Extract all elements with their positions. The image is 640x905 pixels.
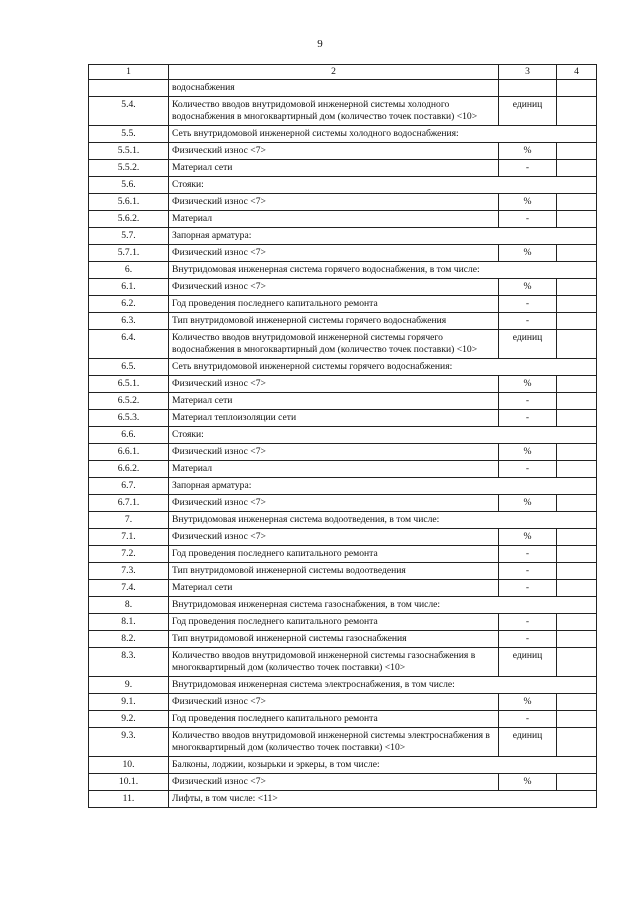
row-description: Физический износ <7> xyxy=(169,245,499,262)
header-col-1: 1 xyxy=(89,65,169,80)
row-value xyxy=(557,194,597,211)
row-unit: - xyxy=(499,393,557,410)
row-unit xyxy=(499,80,557,97)
row-description: Количество вводов внутридомовой инженерной системы горячего водоснабжения в многоквартирный дом (количество точек поставки) <10> xyxy=(169,330,499,359)
row-number: 6.6.2. xyxy=(89,461,169,478)
row-number: 8.2. xyxy=(89,631,169,648)
row-description: Физический износ <7> xyxy=(169,279,499,296)
table-row xyxy=(89,279,597,296)
table-row xyxy=(89,393,597,410)
row-number: 9.1. xyxy=(89,694,169,711)
row-description: Материал теплоизоляции сети xyxy=(169,410,499,427)
row-value xyxy=(557,410,597,427)
row-unit: - xyxy=(499,580,557,597)
row-unit: % xyxy=(499,694,557,711)
table-row xyxy=(89,160,597,177)
row-number: 8.1. xyxy=(89,614,169,631)
row-unit: - xyxy=(499,631,557,648)
row-value xyxy=(557,694,597,711)
table-row xyxy=(89,461,597,478)
row-unit: - xyxy=(499,614,557,631)
row-value xyxy=(557,80,597,97)
row-number: 6.5.1. xyxy=(89,376,169,393)
row-unit: - xyxy=(499,211,557,228)
row-value xyxy=(557,711,597,728)
row-value xyxy=(557,648,597,677)
row-description: Сеть внутридомовой инженерной системы холодного водоснабжения: xyxy=(169,126,597,143)
row-unit: - xyxy=(499,461,557,478)
row-description: Материал сети xyxy=(169,393,499,410)
row-unit: % xyxy=(499,774,557,791)
row-value xyxy=(557,580,597,597)
row-number: 5.5. xyxy=(89,126,169,143)
header-col-3: 3 xyxy=(499,65,557,80)
row-description: Внутридомовая инженерная система газоснабжения, в том числе: xyxy=(169,597,597,614)
row-number: 8. xyxy=(89,597,169,614)
row-value xyxy=(557,444,597,461)
row-unit: - xyxy=(499,711,557,728)
row-unit: - xyxy=(499,410,557,427)
section-row xyxy=(89,677,597,694)
table-row xyxy=(89,376,597,393)
row-value xyxy=(557,495,597,512)
row-value xyxy=(557,563,597,580)
row-unit: единиц xyxy=(499,728,557,757)
row-number: 10. xyxy=(89,757,169,774)
row-description: Запорная арматура: xyxy=(169,228,597,245)
table-row xyxy=(89,444,597,461)
section-row xyxy=(89,478,597,495)
row-unit: % xyxy=(499,376,557,393)
row-unit: % xyxy=(499,495,557,512)
table-row xyxy=(89,211,597,228)
row-description: Внутридомовая инженерная система водоотведения, в том числе: xyxy=(169,512,597,529)
row-value xyxy=(557,728,597,757)
row-number: 7.2. xyxy=(89,546,169,563)
row-number: 9.2. xyxy=(89,711,169,728)
row-value xyxy=(557,393,597,410)
row-description: Количество вводов внутридомовой инженерной системы газоснабжения в многоквартирный дом (количество точек поставки) <10> xyxy=(169,648,499,677)
table-row xyxy=(89,80,597,97)
row-value xyxy=(557,376,597,393)
table-row xyxy=(89,580,597,597)
table-row xyxy=(89,563,597,580)
row-description: Тип внутридомовой инженерной системы газоснабжения xyxy=(169,631,499,648)
row-description: Сеть внутридомовой инженерной системы горячего водоснабжения: xyxy=(169,359,597,376)
table-row xyxy=(89,694,597,711)
table-row xyxy=(89,313,597,330)
row-unit: - xyxy=(499,563,557,580)
section-row xyxy=(89,228,597,245)
section-row xyxy=(89,126,597,143)
row-description: Физический износ <7> xyxy=(169,495,499,512)
row-value xyxy=(557,330,597,359)
row-description: Запорная арматура: xyxy=(169,478,597,495)
row-number: 7.3. xyxy=(89,563,169,580)
row-number: 8.3. xyxy=(89,648,169,677)
row-number: 10.1. xyxy=(89,774,169,791)
row-number: 7. xyxy=(89,512,169,529)
table-row xyxy=(89,648,597,677)
table-row xyxy=(89,529,597,546)
row-value xyxy=(557,245,597,262)
row-description: Физический износ <7> xyxy=(169,774,499,791)
row-number: 5.7.1. xyxy=(89,245,169,262)
row-description: Внутридомовая инженерная система электроснабжения, в том числе: xyxy=(169,677,597,694)
row-number: 6.5.2. xyxy=(89,393,169,410)
row-description: Физический износ <7> xyxy=(169,694,499,711)
row-number: 6.5. xyxy=(89,359,169,376)
row-value xyxy=(557,461,597,478)
row-value xyxy=(557,279,597,296)
section-row xyxy=(89,597,597,614)
row-number: 11. xyxy=(89,791,169,808)
row-number: 6.2. xyxy=(89,296,169,313)
row-description: Тип внутридомовой инженерной системы горячего водоснабжения xyxy=(169,313,499,330)
table-row xyxy=(89,410,597,427)
row-description: Год проведения последнего капитального ремонта xyxy=(169,296,499,313)
row-number: 6.1. xyxy=(89,279,169,296)
row-value xyxy=(557,97,597,126)
section-row xyxy=(89,791,597,808)
row-description: Физический износ <7> xyxy=(169,444,499,461)
document-table xyxy=(88,64,597,808)
row-description: Стояки: xyxy=(169,427,597,444)
row-description: Материал xyxy=(169,461,499,478)
row-number: 6.4. xyxy=(89,330,169,359)
row-description: водоснабжения xyxy=(169,80,499,97)
row-unit: % xyxy=(499,444,557,461)
row-number: 6.5.3. xyxy=(89,410,169,427)
table-row xyxy=(89,330,597,359)
row-description: Лифты, в том числе: <11> xyxy=(169,791,597,808)
section-row xyxy=(89,177,597,194)
table-row xyxy=(89,774,597,791)
table-body xyxy=(89,80,597,808)
table-row xyxy=(89,495,597,512)
row-unit: % xyxy=(499,143,557,160)
table-row xyxy=(89,97,597,126)
table-row xyxy=(89,614,597,631)
section-row xyxy=(89,262,597,279)
row-description: Балконы, лоджии, козырьки и эркеры, в том числе: xyxy=(169,757,597,774)
row-number: 7.1. xyxy=(89,529,169,546)
row-unit: - xyxy=(499,296,557,313)
section-row xyxy=(89,757,597,774)
row-value xyxy=(557,774,597,791)
row-value xyxy=(557,211,597,228)
table-row xyxy=(89,296,597,313)
row-number: 5.6.2. xyxy=(89,211,169,228)
row-description: Год проведения последнего капитального ремонта xyxy=(169,546,499,563)
row-value xyxy=(557,313,597,330)
row-number: 5.7. xyxy=(89,228,169,245)
row-description: Количество вводов внутридомовой инженерной системы холодного водоснабжения в многоквартирный дом (количество точек поставки) <10> xyxy=(169,97,499,126)
row-description: Физический износ <7> xyxy=(169,529,499,546)
row-number: 5.4. xyxy=(89,97,169,126)
header-col-2: 2 xyxy=(169,65,499,80)
row-number: 6.3. xyxy=(89,313,169,330)
row-unit: - xyxy=(499,313,557,330)
row-number: 5.5.2. xyxy=(89,160,169,177)
page-number: 9 xyxy=(317,38,323,50)
row-number: 6.7. xyxy=(89,478,169,495)
row-unit: - xyxy=(499,546,557,563)
row-description: Внутридомовая инженерная система горячего водоснабжения, в том числе: xyxy=(169,262,597,279)
row-number: 5.6. xyxy=(89,177,169,194)
row-unit: % xyxy=(499,245,557,262)
row-description: Физический износ <7> xyxy=(169,194,499,211)
section-row xyxy=(89,427,597,444)
row-number xyxy=(89,80,169,97)
row-number: 6. xyxy=(89,262,169,279)
row-number: 6.6. xyxy=(89,427,169,444)
row-number: 6.7.1. xyxy=(89,495,169,512)
row-description: Физический износ <7> xyxy=(169,376,499,393)
row-value xyxy=(557,160,597,177)
row-description: Количество вводов внутридомовой инженерной системы электроснабжения в многоквартирный дом (количество точек поставки) <10> xyxy=(169,728,499,757)
table-row xyxy=(89,631,597,648)
row-unit: единиц xyxy=(499,330,557,359)
row-value xyxy=(557,296,597,313)
row-number: 9.3. xyxy=(89,728,169,757)
row-description: Материал сети xyxy=(169,580,499,597)
table-row xyxy=(89,546,597,563)
row-description: Материал сети xyxy=(169,160,499,177)
table-row xyxy=(89,245,597,262)
row-description: Тип внутридомовой инженерной системы водоотведения xyxy=(169,563,499,580)
header-col-4: 4 xyxy=(557,65,597,80)
row-number: 6.6.1. xyxy=(89,444,169,461)
row-number: 9. xyxy=(89,677,169,694)
row-value xyxy=(557,529,597,546)
row-description: Стояки: xyxy=(169,177,597,194)
row-value xyxy=(557,143,597,160)
row-value xyxy=(557,631,597,648)
row-description: Год проведения последнего капитального ремонта xyxy=(169,614,499,631)
section-row xyxy=(89,359,597,376)
row-number: 7.4. xyxy=(89,580,169,597)
table-row xyxy=(89,194,597,211)
row-description: Материал xyxy=(169,211,499,228)
row-unit: % xyxy=(499,194,557,211)
table-header-row xyxy=(89,65,597,80)
section-row xyxy=(89,512,597,529)
row-unit: % xyxy=(499,529,557,546)
row-number: 5.5.1. xyxy=(89,143,169,160)
table-row xyxy=(89,143,597,160)
table-row xyxy=(89,728,597,757)
table-row xyxy=(89,711,597,728)
row-unit: - xyxy=(499,160,557,177)
row-description: Физический износ <7> xyxy=(169,143,499,160)
row-value xyxy=(557,614,597,631)
row-unit: % xyxy=(499,279,557,296)
row-unit: единиц xyxy=(499,648,557,677)
row-value xyxy=(557,546,597,563)
row-unit: единиц xyxy=(499,97,557,126)
row-number: 5.6.1. xyxy=(89,194,169,211)
row-description: Год проведения последнего капитального ремонта xyxy=(169,711,499,728)
